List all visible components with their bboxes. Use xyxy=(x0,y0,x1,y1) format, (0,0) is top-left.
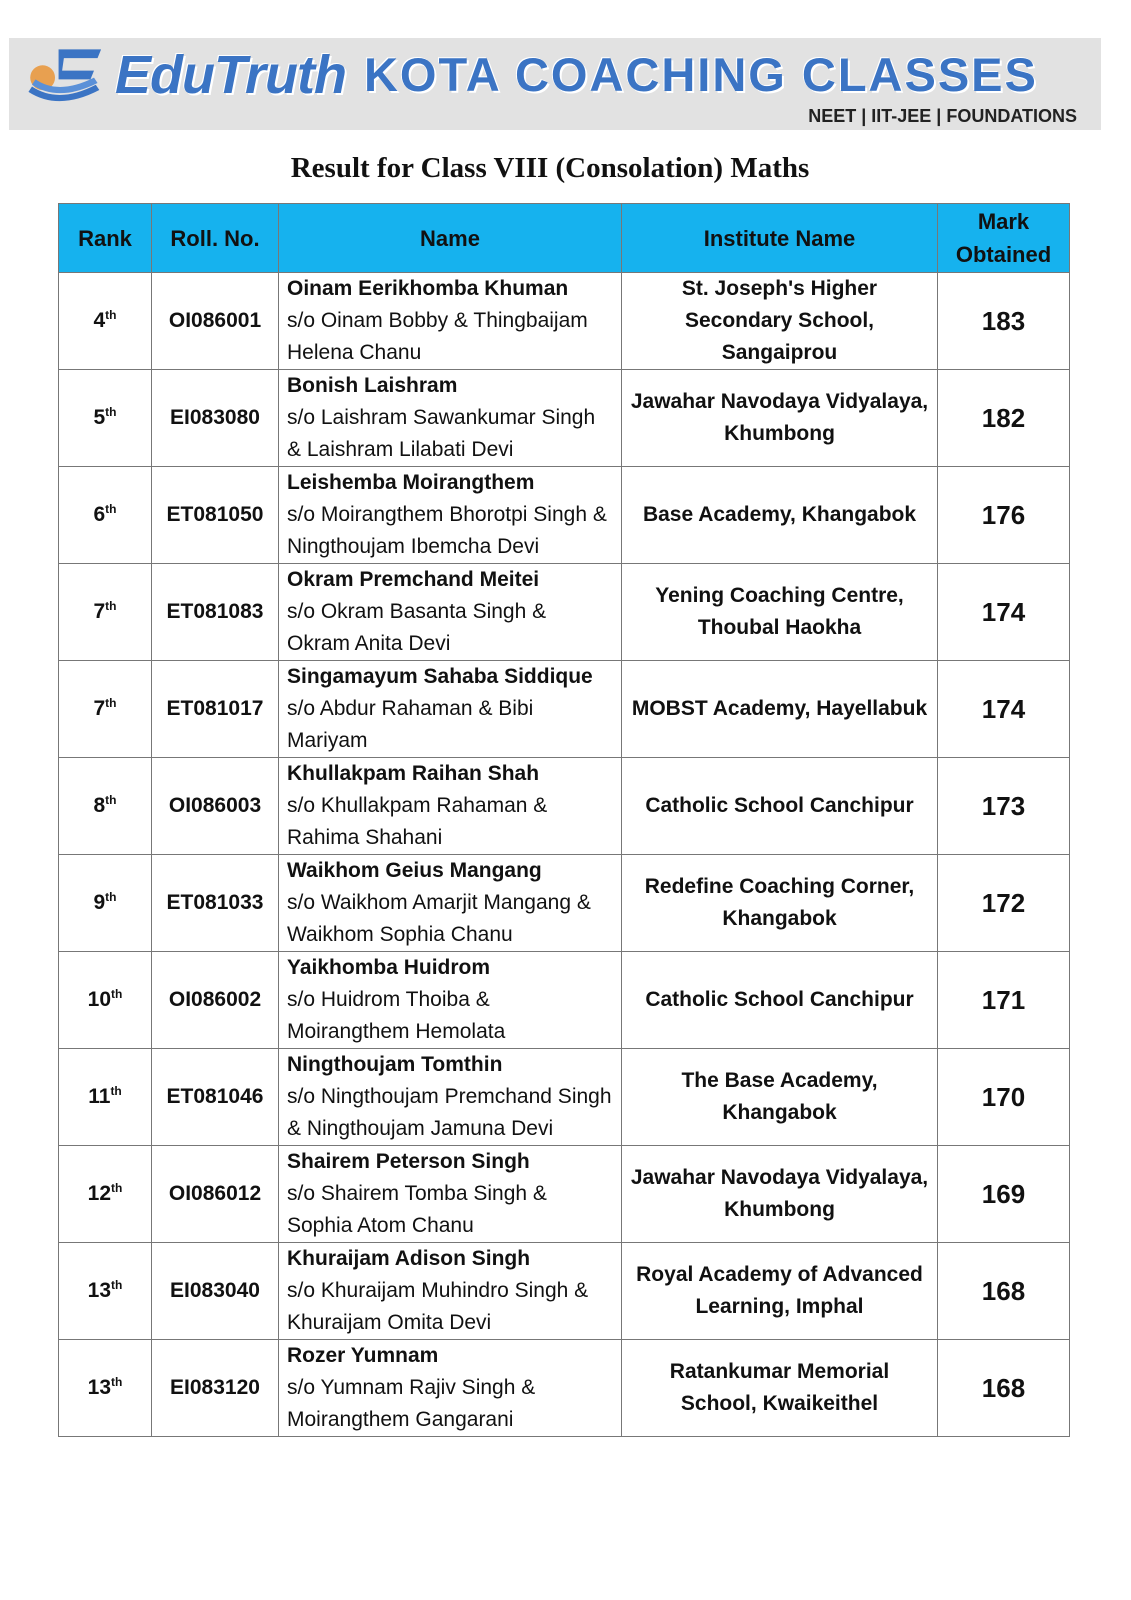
name-cell xyxy=(279,1049,622,1146)
rank-cell xyxy=(59,1340,152,1437)
roll-number: ET081050 xyxy=(152,467,279,564)
results-table-body xyxy=(59,273,1070,1437)
mark-obtained: 168 xyxy=(938,1243,1070,1340)
student-name: Bonish Laishram xyxy=(287,374,458,397)
name-cell xyxy=(279,467,622,564)
roll-number: EI083040 xyxy=(152,1243,279,1340)
table-row xyxy=(59,855,1070,952)
table-row xyxy=(59,1340,1070,1437)
table-row xyxy=(59,273,1070,370)
mark-obtained: 174 xyxy=(938,661,1070,758)
rank-value: 13 xyxy=(87,1376,112,1399)
mark-obtained: 168 xyxy=(938,1340,1070,1437)
name-cell xyxy=(279,661,622,758)
table-row xyxy=(59,661,1070,758)
rank-suffix: th xyxy=(105,405,117,419)
brand-title: KOTA COACHING CLASSES xyxy=(363,48,1038,101)
roll-number: OI086002 xyxy=(152,952,279,1049)
header-banner xyxy=(9,38,1101,130)
parent-names: s/o Ningthoujam Premchand Singh & Ningthoujam Jamuna Devi xyxy=(287,1085,612,1140)
institute-name: MOBST Academy, Hayellabuk xyxy=(622,661,938,758)
table-row xyxy=(59,467,1070,564)
roll-number: OI086012 xyxy=(152,1146,279,1243)
institute-name: Catholic School Canchipur xyxy=(622,952,938,1049)
rank-value: 9 xyxy=(93,891,106,914)
parent-names: s/o Abdur Rahaman & Bibi Mariyam xyxy=(287,697,534,752)
rank-suffix: th xyxy=(105,890,117,904)
rank-value: 6 xyxy=(93,503,106,526)
roll-number: OI086001 xyxy=(152,273,279,370)
rank-cell xyxy=(59,370,152,467)
mark-obtained: 182 xyxy=(938,370,1070,467)
student-name: Okram Premchand Meitei xyxy=(287,568,540,591)
institute-name: The Base Academy, Khangabok xyxy=(622,1049,938,1146)
student-name: Khuraijam Adison Singh xyxy=(287,1247,531,1270)
brand-tagline: NEET | IIT-JEE | FOUNDATIONS xyxy=(808,106,1077,126)
table-row xyxy=(59,1243,1070,1340)
institute-name: Redefine Coaching Corner, Khangabok xyxy=(622,855,938,952)
student-name: Leishemba Moirangthem xyxy=(287,471,535,494)
institute-name: St. Joseph's Higher Secondary School, Sangaiprou xyxy=(622,273,938,370)
name-cell xyxy=(279,1340,622,1437)
roll-number: ET081046 xyxy=(152,1049,279,1146)
parent-names: s/o Huidrom Thoiba & Moirangthem Hemolata xyxy=(287,988,506,1043)
rank-suffix: th xyxy=(105,696,117,710)
edutruth-logo-icon xyxy=(21,44,105,106)
rank-cell xyxy=(59,952,152,1049)
name-cell xyxy=(279,952,622,1049)
parent-names: s/o Oinam Bobby & Thingbaijam Helena Chanu xyxy=(287,309,588,364)
header-institute: Institute Name xyxy=(622,204,938,273)
roll-number: EI083120 xyxy=(152,1340,279,1437)
mark-obtained: 169 xyxy=(938,1146,1070,1243)
institute-name: Yening Coaching Centre, Thoubal Haokha xyxy=(622,564,938,661)
mark-obtained: 183 xyxy=(938,273,1070,370)
roll-number: ET081083 xyxy=(152,564,279,661)
parent-names: s/o Yumnam Rajiv Singh & Moirangthem Gangarani xyxy=(287,1376,536,1431)
header-mark: Mark Obtained xyxy=(938,204,1070,273)
roll-number: ET081017 xyxy=(152,661,279,758)
roll-number: OI086003 xyxy=(152,758,279,855)
rank-suffix: th xyxy=(111,1181,123,1195)
rank-value: 12 xyxy=(87,1182,112,1205)
name-cell xyxy=(279,855,622,952)
table-row xyxy=(59,564,1070,661)
institute-name: Jawahar Navodaya Vidyalaya, Khumbong xyxy=(622,1146,938,1243)
institute-name: Royal Academy of Advanced Learning, Imphal xyxy=(622,1243,938,1340)
student-name: Singamayum Sahaba Siddique xyxy=(287,665,593,688)
table-row xyxy=(59,370,1070,467)
rank-cell xyxy=(59,273,152,370)
table-header-row xyxy=(59,204,1070,273)
rank-suffix: th xyxy=(110,1084,122,1098)
name-cell xyxy=(279,758,622,855)
banner-brand-row xyxy=(21,44,1085,106)
rank-value: 4 xyxy=(93,309,106,332)
rank-cell xyxy=(59,1146,152,1243)
rank-cell xyxy=(59,855,152,952)
header-name: Name xyxy=(279,204,622,273)
rank-suffix: th xyxy=(111,987,123,1001)
mark-obtained: 176 xyxy=(938,467,1070,564)
rank-value: 8 xyxy=(93,794,106,817)
parent-names: s/o Waikhom Amarjit Mangang & Waikhom Sophia Chanu xyxy=(287,891,591,946)
institute-name: Catholic School Canchipur xyxy=(622,758,938,855)
rank-cell xyxy=(59,758,152,855)
roll-number: ET081033 xyxy=(152,855,279,952)
mark-obtained: 173 xyxy=(938,758,1070,855)
document-title: Result for Class VIII (Consolation) Maths xyxy=(290,152,810,184)
rank-value: 7 xyxy=(93,600,106,623)
mark-obtained: 172 xyxy=(938,855,1070,952)
parent-names: s/o Laishram Sawankumar Singh & Laishram Lilabati Devi xyxy=(287,406,596,461)
rank-suffix: th xyxy=(105,308,117,322)
student-name: Yaikhomba Huidrom xyxy=(287,956,491,979)
student-name: Oinam Eerikhomba Khuman xyxy=(287,277,569,300)
student-name: Shairem Peterson Singh xyxy=(287,1150,530,1173)
name-cell xyxy=(279,1243,622,1340)
table-row xyxy=(59,1049,1070,1146)
table-row xyxy=(59,952,1070,1049)
institute-name: Ratankumar Memorial School, Kwaikeithel xyxy=(622,1340,938,1437)
rank-suffix: th xyxy=(105,599,117,613)
student-name: Waikhom Geius Mangang xyxy=(287,859,542,882)
rank-cell xyxy=(59,1049,152,1146)
institute-name: Base Academy, Khangabok xyxy=(622,467,938,564)
institute-name: Jawahar Navodaya Vidyalaya, Khumbong xyxy=(622,370,938,467)
brand-name: EduTruth xyxy=(115,45,346,105)
rank-suffix: th xyxy=(111,1375,123,1389)
roll-number: EI083080 xyxy=(152,370,279,467)
name-cell xyxy=(279,273,622,370)
mark-obtained: 171 xyxy=(938,952,1070,1049)
rank-value: 7 xyxy=(93,697,106,720)
header-rank: Rank xyxy=(59,204,152,273)
parent-names: s/o Khullakpam Rahaman & Rahima Shahani xyxy=(287,794,548,849)
student-name: Ningthoujam Tomthin xyxy=(287,1053,503,1076)
results-table xyxy=(58,203,1070,1437)
rank-cell xyxy=(59,564,152,661)
student-name: Rozer Yumnam xyxy=(287,1344,439,1367)
table-row xyxy=(59,758,1070,855)
parent-names: s/o Okram Basanta Singh & Okram Anita Devi xyxy=(287,600,547,655)
rank-value: 5 xyxy=(93,406,106,429)
table-row xyxy=(59,1146,1070,1243)
name-cell xyxy=(279,1146,622,1243)
mark-obtained: 174 xyxy=(938,564,1070,661)
rank-value: 11 xyxy=(88,1085,111,1108)
rank-value: 10 xyxy=(87,988,112,1011)
name-cell xyxy=(279,564,622,661)
parent-names: s/o Moirangthem Bhorotpi Singh & Ningthoujam Ibemcha Devi xyxy=(287,503,607,558)
header-roll-no: Roll. No. xyxy=(152,204,279,273)
rank-suffix: th xyxy=(105,793,117,807)
mark-obtained: 170 xyxy=(938,1049,1070,1146)
rank-cell xyxy=(59,661,152,758)
rank-suffix: th xyxy=(105,502,117,516)
rank-cell xyxy=(59,467,152,564)
parent-names: s/o Khuraijam Muhindro Singh & Khuraijam Omita Devi xyxy=(287,1279,589,1334)
rank-cell xyxy=(59,1243,152,1340)
student-name: Khullakpam Raihan Shah xyxy=(287,762,540,785)
rank-suffix: th xyxy=(111,1278,123,1292)
rank-value: 13 xyxy=(87,1279,112,1302)
parent-names: s/o Shairem Tomba Singh & Sophia Atom Chanu xyxy=(287,1182,547,1237)
name-cell xyxy=(279,370,622,467)
